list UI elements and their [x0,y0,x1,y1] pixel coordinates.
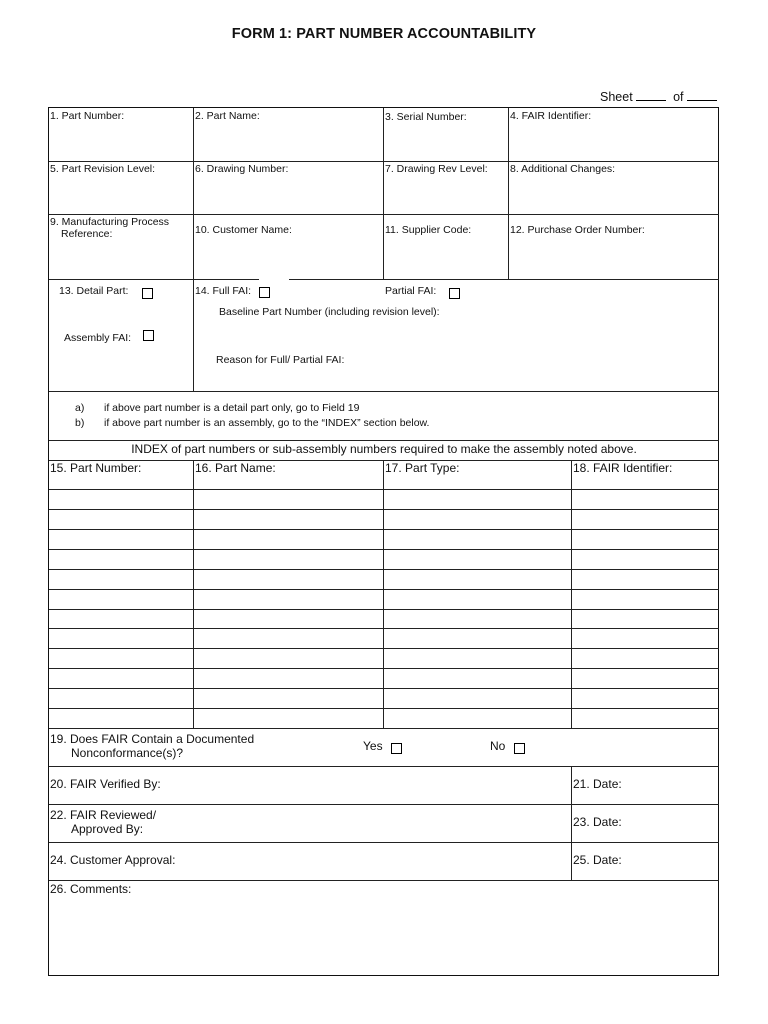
reason-label[interactable]: Reason for Full/ Partial FAI: [216,354,345,366]
grid-line [49,766,719,767]
field-serial-number[interactable]: 3. Serial Number: [385,111,467,123]
field-supplier-code[interactable]: 11. Supplier Code: [385,224,472,236]
grid-line [289,279,719,280]
detail-part-label: 13. Detail Part: [59,285,129,297]
table-row[interactable] [49,688,719,708]
assembly-fai-checkbox[interactable] [143,330,154,341]
grid-line [571,766,572,880]
table-row[interactable] [49,648,719,668]
grid-line [508,108,509,279]
sheet-number-field[interactable] [636,88,666,101]
part-number-accountability-form [48,107,719,976]
grid-line [49,880,719,881]
table-row[interactable] [49,668,719,688]
partial-fai-label: Partial FAI: [385,285,437,297]
sheet-number [600,88,717,104]
field-nonconformance-cont: Nonconformance(s)? [71,746,184,760]
grid-line [49,842,719,843]
table-row[interactable] [49,489,719,509]
form-title: FORM 1: PART NUMBER ACCOUNTABILITY [231,26,537,42]
field-part-revision-level[interactable]: 5. Part Revision Level: [50,163,156,175]
grid-line [49,214,719,215]
sheet-total-field[interactable] [687,88,717,101]
of-label: of [673,90,684,104]
baseline-part-number-label[interactable]: Baseline Part Number (including revision level): [219,306,440,318]
grid-line [49,728,719,729]
index-header-part-number: 15. Part Number: [50,461,142,475]
field-part-number[interactable]: 1. Part Number: [50,110,125,122]
table-row[interactable] [49,569,719,589]
yes-label: Yes [363,739,383,753]
yes-checkbox[interactable] [391,743,402,754]
field-fair-identifier[interactable]: 4. FAIR Identifier: [510,110,592,122]
instruction-b-text: if above part number is an assembly, go to the “INDEX” section below. [104,417,430,429]
grid-line [49,804,719,805]
field-fair-reviewed[interactable]: 22. FAIR Reviewed/ [50,808,157,822]
grid-line [49,391,719,392]
grid-line [383,108,384,279]
field-approved-by: Approved By: [71,822,144,836]
table-row[interactable] [49,628,719,648]
no-label: No [490,739,506,753]
grid-line [49,279,259,280]
table-row[interactable] [49,609,719,629]
field-date-21[interactable]: 21. Date: [573,777,622,791]
field-manufacturing-process[interactable]: 9. Manufacturing Process [50,216,170,228]
index-header-part-type: 17. Part Type: [385,461,460,475]
field-nonconformance: 19. Does FAIR Contain a Documented [50,732,255,746]
detail-part-checkbox[interactable] [142,288,153,299]
instruction-a-text: if above part number is a detail part only, go to Field 19 [104,402,360,414]
index-header-fair-identifier: 18. FAIR Identifier: [573,461,673,475]
field-comments[interactable]: 26. Comments: [50,882,132,896]
instruction-b-marker: b) [75,417,85,429]
table-row[interactable] [49,509,719,529]
table-row[interactable] [49,708,719,728]
full-fai-label: 14. Full FAI: [195,285,252,297]
field-part-name[interactable]: 2. Part Name: [195,110,260,122]
instruction-a-marker: a) [75,402,85,414]
field-customer-name[interactable]: 10. Customer Name: [195,224,292,236]
field-drawing-number[interactable]: 6. Drawing Number: [195,163,289,175]
field-purchase-order-number[interactable]: 12. Purchase Order Number: [510,224,645,236]
field-additional-changes[interactable]: 8. Additional Changes: [510,163,616,175]
assembly-fai-label: Assembly FAI: [64,332,132,344]
grid-line [193,108,194,391]
partial-fai-checkbox[interactable] [449,288,460,299]
field-drawing-rev-level[interactable]: 7. Drawing Rev Level: [385,163,488,175]
field-date-25[interactable]: 25. Date: [573,853,622,867]
table-row[interactable] [49,549,719,569]
index-header-part-name: 16. Part Name: [195,461,276,475]
full-fai-checkbox[interactable] [259,287,270,298]
no-checkbox[interactable] [514,743,525,754]
table-row[interactable] [49,529,719,549]
grid-line [49,161,719,162]
field-customer-approval[interactable]: 24. Customer Approval: [50,853,176,867]
field-date-23[interactable]: 23. Date: [573,815,622,829]
field-manufacturing-process-ref: Reference: [61,228,113,240]
field-fair-verified-by[interactable]: 20. FAIR Verified By: [50,777,161,791]
grid-line [49,440,719,441]
sheet-label: Sheet [600,90,633,104]
index-caption: INDEX of part numbers or sub-assembly numbers required to make the assembly noted above. [131,442,637,456]
table-row[interactable] [49,589,719,609]
